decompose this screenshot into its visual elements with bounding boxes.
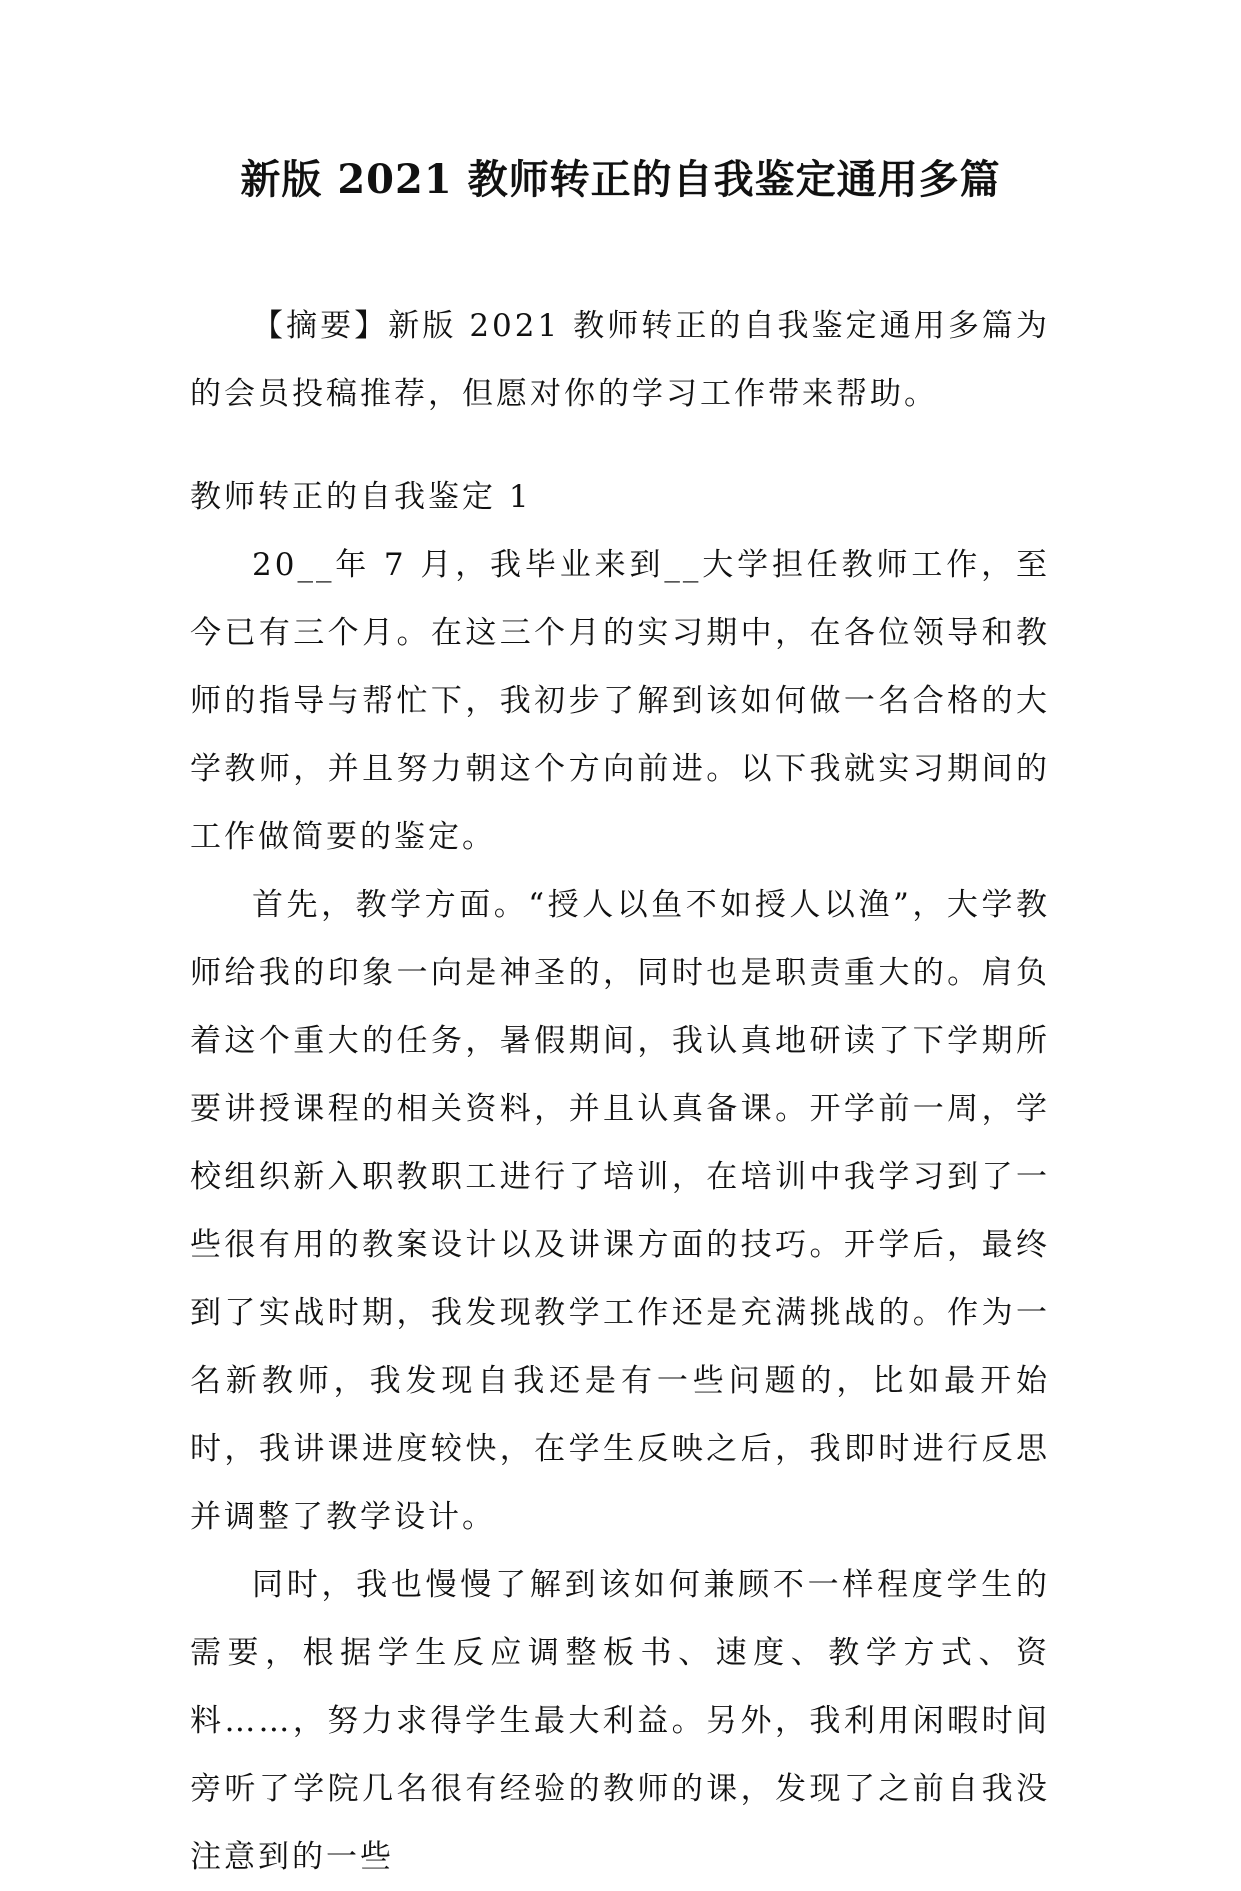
- abstract-paragraph: 【摘要】新版 2021 教师转正的自我鉴定通用多篇为的会员投稿推荐，但愿对你的学习工作带来帮助。: [190, 308, 1050, 412]
- document-title: 新版 2021 教师转正的自我鉴定通用多篇: [240, 156, 1001, 203]
- section-heading: 教师转正的自我鉴定 1: [190, 479, 532, 515]
- paragraph-2: 首先，教学方面。“授人以鱼不如授人以渔”，大学教师给我的印象一向是神圣的，同时也是职责重大的。肩负着这个重大的任务，暑假期间，我认真地研读了下学期所要讲授课程的相关资料，并且认真备课。开学前一周，学校组织新入职教职工进行了培训，在培训中我学习到了一些很有用的教案设计以及讲课方面的技巧。开学后，最终到了实战时期，我发现教学工作还是充满挑战的。作为一名新教师，我发现自我还是有一些问题的，比如最开始时，我讲课进度较快，在学生反映之后，我即时进行反思并调整了教学设计。: [190, 887, 1050, 1535]
- paragraph-3: 同时，我也慢慢了解到该如何兼顾不一样程度学生的需要，根据学生反应调整板书、速度、教学方式、资料……，努力求得学生最大利益。另外，我利用闲暇时间旁听了学院几名很有经验的教师的课，发现了之前自我没注意到的一些: [190, 1567, 1050, 1875]
- body-paragraphs: [190, 531, 1050, 1891]
- paragraph-1: 20__年 7 月，我毕业来到__大学担任教师工作，至今已有三个月。在这三个月的实习期中，在各位领导和教师的指导与帮忙下，我初步了解到该如何做一名合格的大学教师，并且努力朝这个方向前进。以下我就实习期间的工作做简要的鉴定。: [190, 547, 1050, 855]
